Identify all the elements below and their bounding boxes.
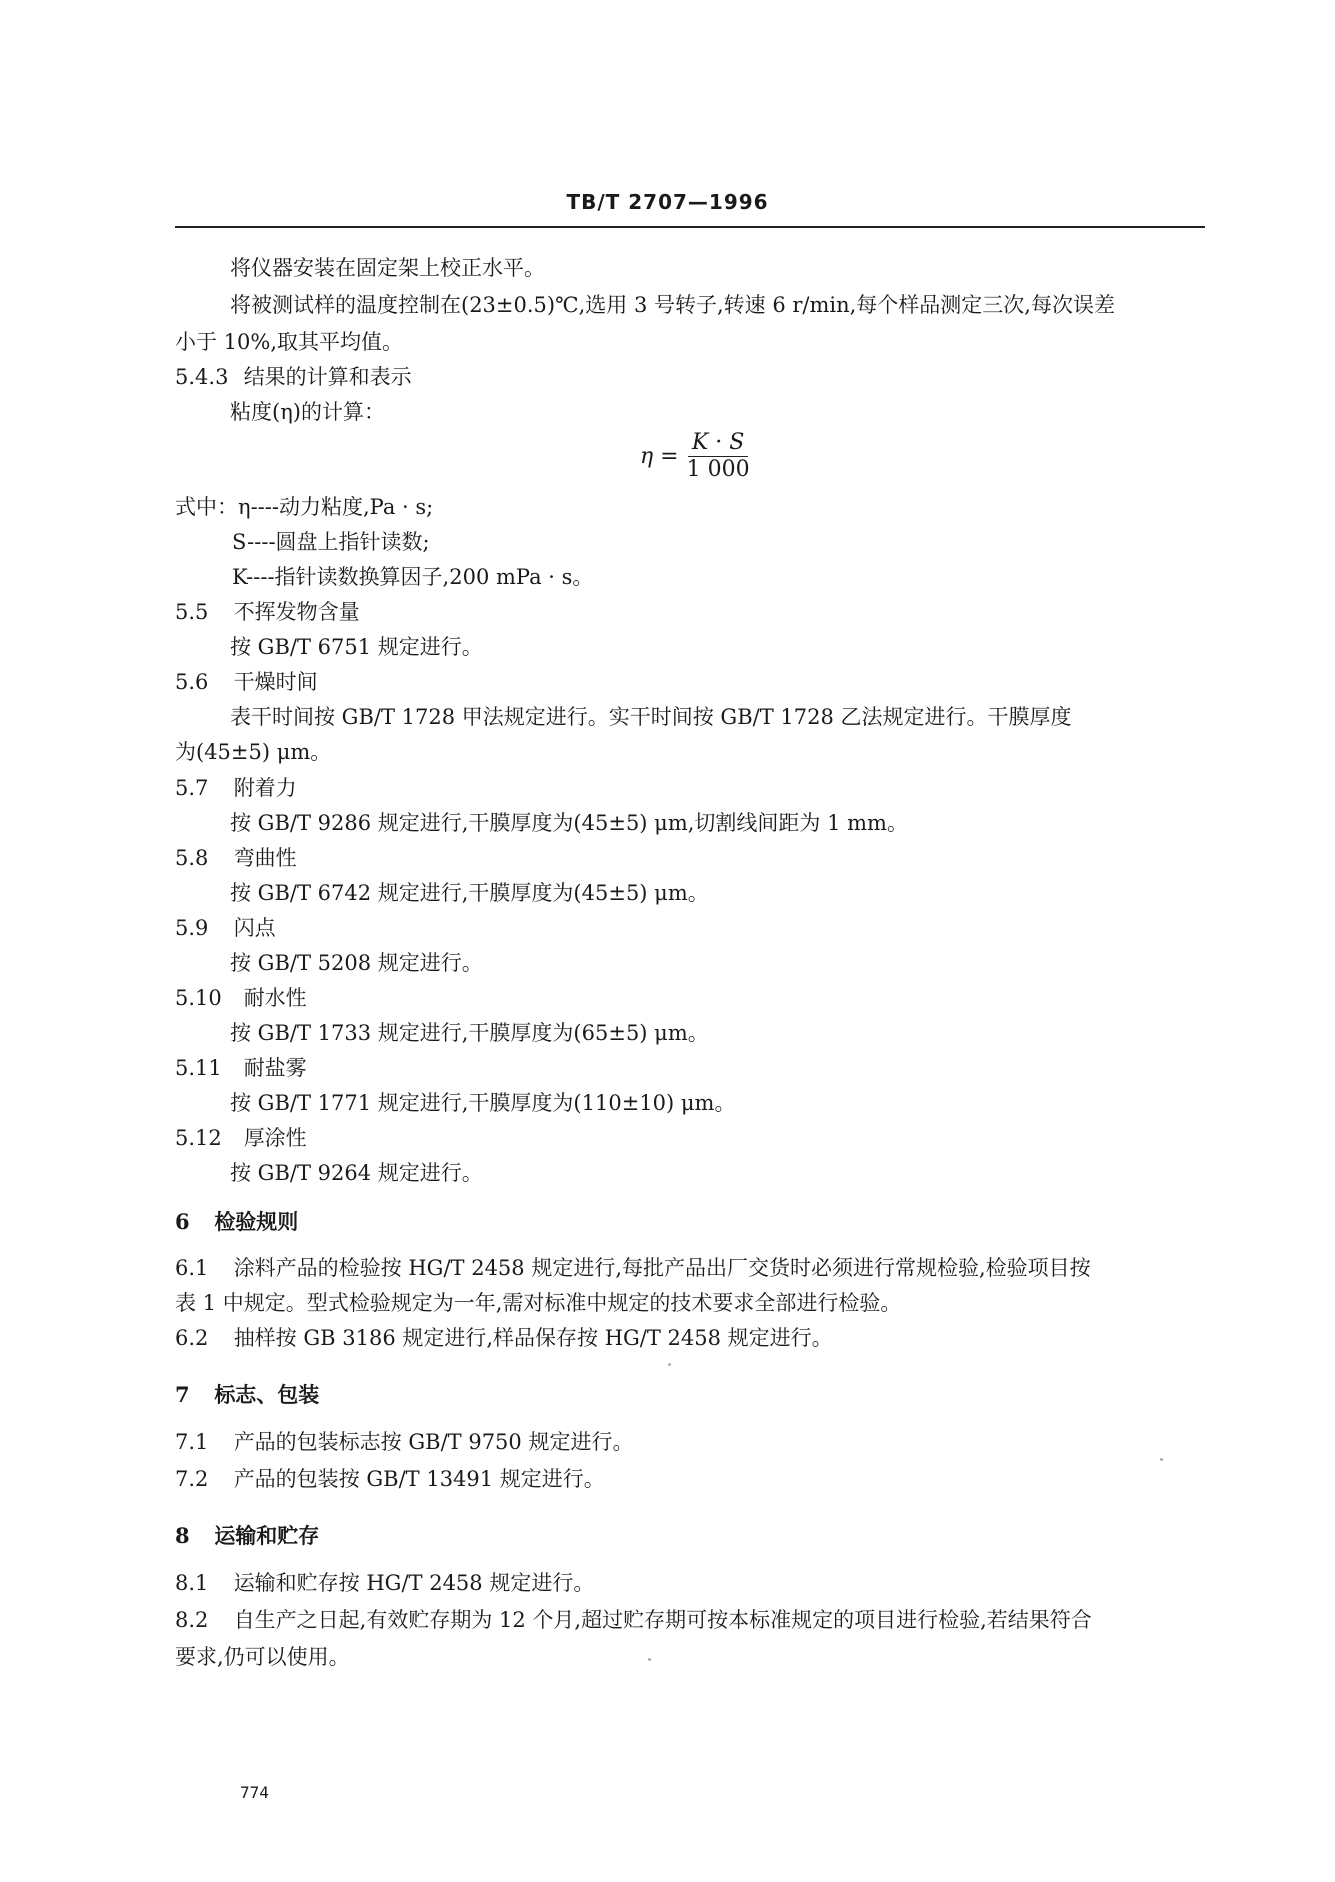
section-number: 7.2 bbox=[175, 1467, 209, 1491]
section-8-2-line-2: 要求,仍可以使用。 bbox=[175, 1645, 350, 1669]
section-5-9 bbox=[175, 914, 276, 942]
chapter-7-heading bbox=[175, 1381, 319, 1409]
section-title: 结果的计算和表示 bbox=[243, 365, 412, 389]
section-5-6-text-1: 表干时间按 GB/T 1728 甲法规定进行。实干时间按 GB/T 1728 乙法规定进行。干膜厚度 bbox=[230, 705, 1072, 729]
section-number: 5.11 bbox=[175, 1056, 222, 1080]
chapter-title: 运输和贮存 bbox=[214, 1523, 320, 1548]
section-title: 干燥时间 bbox=[233, 670, 318, 694]
section-5-11 bbox=[175, 1054, 307, 1082]
section-title: 闪点 bbox=[233, 916, 276, 940]
section-text: 产品的包装按 GB/T 13491 规定进行。 bbox=[233, 1467, 605, 1491]
section-number: 5.7 bbox=[175, 776, 209, 800]
section-title: 附着力 bbox=[233, 776, 297, 800]
scan-speck bbox=[1160, 1458, 1163, 1461]
chapter-8-heading bbox=[175, 1522, 319, 1550]
section-6-1-line-1 bbox=[175, 1254, 1091, 1282]
paragraph-temperature-2: 小于 10%,取其平均值。 bbox=[175, 330, 404, 354]
section-number: 5.4.3 bbox=[175, 365, 229, 389]
section-number: 8.2 bbox=[175, 1608, 209, 1632]
section-5-5 bbox=[175, 598, 360, 626]
where-k: K----指针读数换算因子,200 mPa · s。 bbox=[232, 565, 594, 589]
section-5-7-text: 按 GB/T 9286 规定进行,干膜厚度为(45±5) μm,切割线间距为 1 mm。 bbox=[230, 811, 908, 835]
section-7-2 bbox=[175, 1465, 605, 1493]
chapter-number: 7 bbox=[175, 1382, 190, 1407]
section-5-7 bbox=[175, 774, 297, 802]
section-number: 6.1 bbox=[175, 1256, 209, 1280]
viscosity-calc-label: 粘度(η)的计算： bbox=[230, 400, 385, 424]
section-number: 6.2 bbox=[175, 1326, 209, 1350]
formula-fraction bbox=[687, 430, 750, 483]
formula-numerator: K · S bbox=[688, 430, 749, 457]
viscosity-formula bbox=[640, 430, 750, 483]
paragraph-temperature-1: 将被测试样的温度控制在(23±0.5)℃,选用 3 号转子,转速 6 r/min,每个样品测定三次,每次误差 bbox=[230, 293, 1115, 317]
section-title: 弯曲性 bbox=[233, 846, 297, 870]
chapter-title: 标志、包装 bbox=[214, 1382, 320, 1407]
where-s: S----圆盘上指针读数; bbox=[232, 530, 430, 554]
where-eta: 式中：η----动力粘度,Pa · s; bbox=[175, 495, 434, 519]
section-5-8-text: 按 GB/T 6742 规定进行,干膜厚度为(45±5) μm。 bbox=[230, 881, 709, 905]
section-number: 7.1 bbox=[175, 1430, 209, 1454]
section-number: 5.9 bbox=[175, 916, 209, 940]
section-8-1 bbox=[175, 1569, 594, 1597]
section-text: 运输和贮存按 HG/T 2458 规定进行。 bbox=[233, 1571, 595, 1595]
section-5-6 bbox=[175, 668, 318, 696]
section-8-2-line-1 bbox=[175, 1606, 1092, 1634]
section-text: 产品的包装标志按 GB/T 9750 规定进行。 bbox=[233, 1430, 634, 1454]
section-5-8 bbox=[175, 844, 297, 872]
section-5-5-text: 按 GB/T 6751 规定进行。 bbox=[230, 635, 483, 659]
section-7-1 bbox=[175, 1428, 633, 1456]
header-rule bbox=[175, 226, 1205, 228]
section-text: 自生产之日起,有效贮存期为 12 个月,超过贮存期可按本标准规定的项目进行检验,若结果符合 bbox=[233, 1608, 1092, 1632]
section-5-12-text: 按 GB/T 9264 规定进行。 bbox=[230, 1161, 483, 1185]
section-number: 5.8 bbox=[175, 846, 209, 870]
paragraph-install: 将仪器安装在固定架上校正水平。 bbox=[230, 256, 545, 280]
section-number: 5.6 bbox=[175, 670, 209, 694]
formula-lhs: η = bbox=[640, 444, 679, 469]
section-number: 5.10 bbox=[175, 986, 222, 1010]
section-5-9-text: 按 GB/T 5208 规定进行。 bbox=[230, 951, 483, 975]
section-title: 耐盐雾 bbox=[243, 1056, 307, 1080]
page-number: 774 bbox=[240, 1783, 269, 1802]
section-6-2 bbox=[175, 1324, 833, 1352]
standard-number-header: TB/T 2707—1996 bbox=[566, 190, 769, 214]
chapter-number: 8 bbox=[175, 1523, 190, 1548]
section-title: 厚涂性 bbox=[243, 1126, 307, 1150]
section-title: 耐水性 bbox=[243, 986, 307, 1010]
section-6-1-line-2: 表 1 中规定。型式检验规定为一年,需对标准中规定的技术要求全部进行检验。 bbox=[175, 1291, 902, 1315]
section-text: 抽样按 GB 3186 规定进行,样品保存按 HG/T 2458 规定进行。 bbox=[233, 1326, 833, 1350]
chapter-title: 检验规则 bbox=[214, 1209, 299, 1234]
chapter-6-heading bbox=[175, 1208, 298, 1236]
section-number: 5.12 bbox=[175, 1126, 222, 1150]
scan-speck bbox=[648, 1658, 651, 1661]
chapter-number: 6 bbox=[175, 1209, 190, 1234]
formula-denominator: 1 000 bbox=[686, 457, 750, 482]
section-5-6-text-2: 为(45±5) μm。 bbox=[175, 740, 332, 764]
section-5-12 bbox=[175, 1124, 307, 1152]
section-number: 8.1 bbox=[175, 1571, 209, 1595]
section-title: 不挥发物含量 bbox=[233, 600, 360, 624]
scan-speck bbox=[668, 1363, 671, 1366]
section-text: 涂料产品的检验按 HG/T 2458 规定进行,每批产品出厂交货时必须进行常规检验,检验项目按 bbox=[233, 1256, 1091, 1280]
section-5-10-text: 按 GB/T 1733 规定进行,干膜厚度为(65±5) μm。 bbox=[230, 1021, 709, 1045]
section-5-11-text: 按 GB/T 1771 规定进行,干膜厚度为(110±10) μm。 bbox=[230, 1091, 736, 1115]
section-5-10 bbox=[175, 984, 307, 1012]
section-number: 5.5 bbox=[175, 600, 209, 624]
section-5-4-3 bbox=[175, 363, 412, 391]
